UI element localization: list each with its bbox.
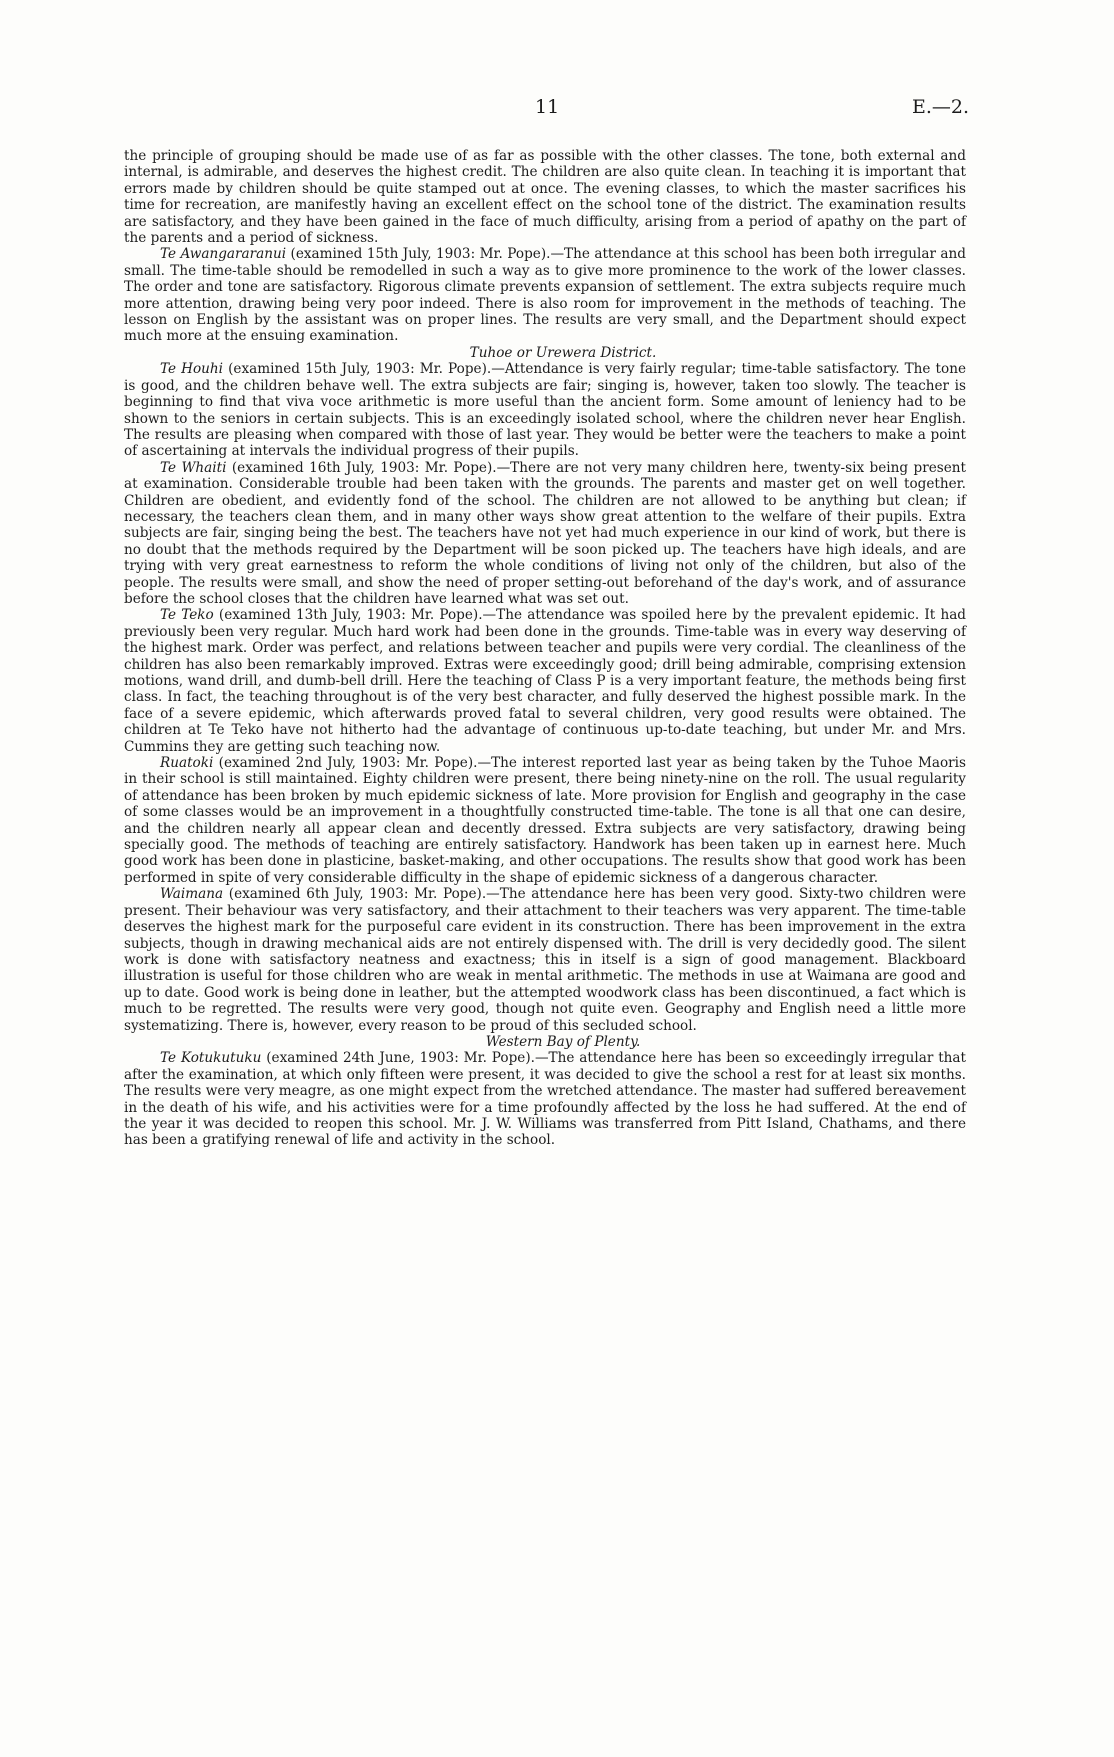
report-kotukutuku (124, 1050, 966, 1148)
report-ruatoki (124, 755, 966, 886)
report-text: Attendance is very fairly regular; time-table satisfactory. The tone is good, and the children behave well. The extra subjects are fair; singing is, however, taken too slowly. The teacher is beginning to find that viva voce arithmetic is more useful than the ancient form. Some amount of leniency had to be shown to the seniors in certain subjects. This is an exceedingly isolated school, where the children never hear English. The results are pleasing when compared with those of last year. They would be better were the teachers to make a point of ascertaining at intervals the individual progress of their pupils. (124, 361, 967, 460)
report-waimana (124, 886, 966, 1034)
report-text: The attendance here has been very good. Sixty-two children were present. Their behaviour was very satisfactory, and their attachment to their teachers was very apparent. The time-table deserves the highest mark for the purposeful care evident in its construction. There has been improvement in the extra subjects, though in drawing mechanical aids are not entirely dispensed with. The drill is very decidedly good. The silent work is done with satisfactory neatness and exactness; this in itself is a sign of good management. Blackboard illustration is useful for those children who are weak in mental arithmetic. The methods in use at Waimana are good and up to date. Good work is being done in leather, but the attempted woodwork class has been discontinued, a fact which is much to be regretted. The results were very good, though not quite even. Geography and English need a little more systematizing. There is, however, every reason to be proud of this secluded school. (124, 886, 967, 1034)
examination-details: (examined 6th July, 1903: Mr. Pope).— (223, 886, 500, 903)
report-body (124, 148, 966, 1149)
document-reference: E.—2. (912, 96, 970, 118)
intro-paragraph: the principle of grouping should be made use of as far as possible with the other classes. The tone, both external and internal, is admirable, and deserves the highest credit. The children are also quite clean. In teaching it is important that errors made by children should be quite stamped out at once. The evening classes, to which the master sacrifices his time for recreation, are manifestly having an excellent effect on the school tone of the district. The examination results are satisfactory, and they have been gained in the face of much difficulty, arising from a period of apathy on the part of the parents and a period of sickness. (124, 148, 966, 247)
report-houhi (124, 361, 966, 459)
report-whaiti (124, 460, 966, 608)
school-name: Te Teko (160, 607, 214, 624)
examination-details: (examined 24th June, 1903: Mr. Pope).— (261, 1050, 549, 1067)
page-number: 11 (535, 96, 560, 118)
school-name: Waimana (160, 886, 224, 903)
school-name: Te Awangararanui (160, 246, 287, 263)
school-name: Te Whaiti (160, 459, 227, 476)
section-heading-western-bay: Western Bay of Plenty. (485, 1033, 641, 1050)
report-text: There are not very many children here, twenty-six being present at examination. Considerable trouble had been taken with the grounds. The parents and master get on well together. Children are obedient, and evidently fond of the school. The children are not allowed to be anything but clean; if necessary, the teachers clean them, and in many other ways show great attention to the welfare of their pupils. Extra subjects are fair, singing being the best. The teachers have not yet had much experience in our kind of work, but there is no doubt that the methods required by the Department will be soon picked up. The teachers have high ideals, and are trying with very great earnestness to reform the whole conditions of living not only of the children, but also of the people. The results were small, and show the need of proper setting-out beforehand of the day's work, and of assurance before the school closes that the children have learned what was set out. (124, 459, 966, 607)
report-text: The attendance here has been so exceedingly irregular that after the examination, at which only fifteen were present, it was decided to give the school a rest for at least six months. The results were very meagre, as one might expect from the wretched attendance. The master had suffered bereavement in the death of his wife, and his activities were for a time profoundly affected by the loss he had suffered. At the end of the year it was decided to reopen this school. Mr. J. W. Williams was transferred from Pitt Island, Chathams, and there has been a gratifying renewal of life and activity in the school. (124, 1050, 966, 1149)
examination-details: (examined 15th July, 1903: Mr. Pope).— (223, 361, 505, 378)
report-text: The attendance at this school has been both irregular and small. The time-table should be remodelled in such a way as to give more prominence to the work of the lower classes. The order and tone are satisfactory. Rigorous climate prevents expansion of settlement. The extra subjects require much more attention, drawing being very poor indeed. There is also room for improvement in the methods of teaching. The lesson on English by the assistant was on proper lines. The results are very small, and the Department should expect much more at the ensuing examination. (124, 246, 966, 345)
examination-details: (examined 16th July, 1903: Mr. Pope).— (226, 459, 511, 476)
section-heading-tuhoe: Tuhoe or Urewera District. (469, 344, 657, 361)
school-name: Te Houhi (160, 361, 224, 378)
examination-details: (examined 15th July, 1903: Mr. Pope).— (286, 246, 565, 263)
report-awangararanui (124, 246, 966, 344)
report-text: The attendance was spoiled here by the prevalent epidemic. It had previously been very regular. Much hard work had been done in the grounds. Time-table was in every way deserving of the highest mark. Order was perfect, and relations between teacher and pupils were very cordial. The cleanliness of the children has also been remarkably improved. Extras were exceedingly good; drill being admirable, comprising extension motions, wand drill, and dumb-bell drill. Here the teaching of Class P is a very important feature, the methods being first class. In fact, the teaching throughout is of the very best character, and fully deserved the highest possible mark. In the face of a severe epidemic, which afterwards proved fatal to several children, very good results were obtained. The children at Te Teko have not hitherto had the advantage of continuous up-to-date teaching, but under Mr. and Mrs. Cummins they are getting such teaching now. (124, 607, 967, 755)
school-name: Te Kotukutuku (160, 1050, 262, 1067)
school-name: Ruatoki (160, 755, 214, 772)
examination-details: (examined 2nd July, 1903: Mr. Pope).— (213, 755, 492, 772)
page-header (0, 96, 1114, 120)
examination-details: (examined 13th July, 1903: Mr. Pope).— (213, 607, 497, 624)
report-text: The interest reported last year as being taken by the Tuhoe Maoris in their school is still maintained. Eighty children were present, there being ninety-nine on the roll. The usual regularity of attendance has been broken by much epidemic sickness of late. More provision for English and geography in the case of some classes would be an improvement in a thoughtfully constructed time-table. The tone is all that one can desire, and the children nearly all appear clean and decently dressed. Extra subjects are very satisfactory, drawing being specially good. The methods of teaching are entirely satisfactory. Handwork has been taken up in earnest here. Much good work has been done in plasticine, basket-making, and other occupations. The results show that good work has been performed in spite of very considerable difficulty in the shape of epidemic sickness of a dangerous character. (124, 755, 966, 886)
report-teko (124, 607, 966, 755)
